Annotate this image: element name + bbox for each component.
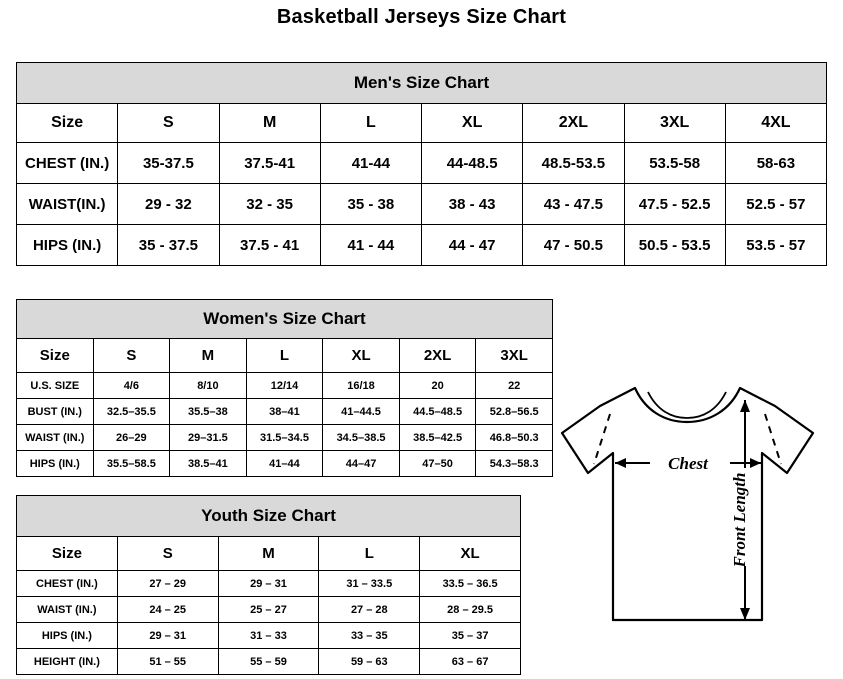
row-label-waist: WAIST (IN.) <box>17 597 118 623</box>
cell-chest-m: 29 – 31 <box>218 571 319 597</box>
column-header-xl: XL <box>323 339 400 373</box>
table-row <box>17 649 521 675</box>
cell-waist-2xl: 38.5–42.5 <box>399 425 476 451</box>
row-label-us-size: U.S. SIZE <box>17 373 94 399</box>
cell-chest-xl: 33.5 – 36.5 <box>420 571 521 597</box>
cell-chest-m: 37.5-41 <box>219 143 320 184</box>
cell-hips-m: 37.5 - 41 <box>219 225 320 266</box>
row-label-hips: HIPS (IN.) <box>17 225 118 266</box>
cell-hips-l: 41–44 <box>246 451 323 477</box>
cell-hips-s: 35 - 37.5 <box>118 225 219 266</box>
table-row <box>17 225 827 266</box>
cell-hips-s: 29 – 31 <box>117 623 218 649</box>
row-label-waist: WAIST (IN.) <box>17 425 94 451</box>
row-label-bust: BUST (IN.) <box>17 399 94 425</box>
table-row <box>17 143 827 184</box>
cell-us-size-xl: 16/18 <box>323 373 400 399</box>
mens-chart-banner: Men's Size Chart <box>17 63 827 104</box>
cell-hips-xl: 44–47 <box>323 451 400 477</box>
cell-chest-s: 35-37.5 <box>118 143 219 184</box>
cell-chest-xl: 44-48.5 <box>422 143 523 184</box>
cell-chest-s: 27 – 29 <box>117 571 218 597</box>
cell-hips-4xl: 53.5 - 57 <box>725 225 826 266</box>
cell-waist-3xl: 46.8–50.3 <box>476 425 553 451</box>
column-header-size: Size <box>17 537 118 571</box>
row-label-height: HEIGHT (IN.) <box>17 649 118 675</box>
youth-chart-banner: Youth Size Chart <box>17 496 521 537</box>
cell-waist-m: 32 - 35 <box>219 184 320 225</box>
column-header-3xl: 3XL <box>624 104 725 143</box>
cell-waist-xl: 34.5–38.5 <box>323 425 400 451</box>
cell-waist-3xl: 47.5 - 52.5 <box>624 184 725 225</box>
cell-waist-s: 29 - 32 <box>118 184 219 225</box>
jersey-measurement-diagram <box>540 348 840 668</box>
cell-waist-l: 35 - 38 <box>320 184 421 225</box>
cell-chest-4xl: 58-63 <box>725 143 826 184</box>
front-length-label: Front Length <box>730 472 749 568</box>
cell-hips-2xl: 47–50 <box>399 451 476 477</box>
cell-chest-l: 31 – 33.5 <box>319 571 420 597</box>
table-banner-row <box>17 300 553 339</box>
table-row <box>17 571 521 597</box>
cell-chest-3xl: 53.5-58 <box>624 143 725 184</box>
cell-hips-3xl: 50.5 - 53.5 <box>624 225 725 266</box>
page-title: Basketball Jerseys Size Chart <box>276 6 567 28</box>
column-header-l: L <box>319 537 420 571</box>
row-label-chest: CHEST (IN.) <box>17 571 118 597</box>
cell-hips-m: 31 – 33 <box>218 623 319 649</box>
column-header-s: S <box>117 537 218 571</box>
cell-hips-2xl: 47 - 50.5 <box>523 225 624 266</box>
cell-bust-2xl: 44.5–48.5 <box>399 399 476 425</box>
cell-waist-2xl: 43 - 47.5 <box>523 184 624 225</box>
womens-size-chart-table <box>16 299 553 477</box>
cell-us-size-2xl: 20 <box>399 373 476 399</box>
cell-hips-xl: 35 – 37 <box>420 623 521 649</box>
cell-us-size-3xl: 22 <box>476 373 553 399</box>
cell-bust-l: 38–41 <box>246 399 323 425</box>
cell-height-m: 55 – 59 <box>218 649 319 675</box>
table-row <box>17 425 553 451</box>
cell-chest-l: 41-44 <box>320 143 421 184</box>
row-label-chest: CHEST (IN.) <box>17 143 118 184</box>
column-header-m: M <box>170 339 247 373</box>
table-row <box>17 451 553 477</box>
cell-waist-s: 26–29 <box>93 425 170 451</box>
column-header-l: L <box>246 339 323 373</box>
cell-bust-xl: 41–44.5 <box>323 399 400 425</box>
cell-hips-l: 41 - 44 <box>320 225 421 266</box>
table-header-row <box>17 339 553 373</box>
column-header-m: M <box>218 537 319 571</box>
column-header-m: M <box>219 104 320 143</box>
cell-hips-3xl: 54.3–58.3 <box>476 451 553 477</box>
column-header-l: L <box>320 104 421 143</box>
column-header-size: Size <box>17 104 118 143</box>
chest-label: Chest <box>668 454 708 473</box>
cell-chest-2xl: 48.5-53.5 <box>523 143 624 184</box>
row-label-hips: HIPS (IN.) <box>17 451 94 477</box>
cell-waist-m: 25 – 27 <box>218 597 319 623</box>
table-banner-row <box>17 63 827 104</box>
cell-hips-xl: 44 - 47 <box>422 225 523 266</box>
cell-waist-xl: 38 - 43 <box>422 184 523 225</box>
table-header-row <box>17 537 521 571</box>
cell-bust-s: 32.5–35.5 <box>93 399 170 425</box>
cell-hips-m: 38.5–41 <box>170 451 247 477</box>
column-header-size: Size <box>17 339 94 373</box>
cell-bust-3xl: 52.8–56.5 <box>476 399 553 425</box>
cell-waist-m: 29–31.5 <box>170 425 247 451</box>
cell-waist-s: 24 – 25 <box>117 597 218 623</box>
row-label-hips: HIPS (IN.) <box>17 623 118 649</box>
cell-us-size-s: 4/6 <box>93 373 170 399</box>
table-banner-row <box>17 496 521 537</box>
jersey-outline-icon <box>562 388 813 620</box>
column-header-s: S <box>118 104 219 143</box>
cell-waist-l: 31.5–34.5 <box>246 425 323 451</box>
youth-size-chart-table <box>16 495 521 675</box>
table-row <box>17 399 553 425</box>
table-row <box>17 373 553 399</box>
column-header-4xl: 4XL <box>725 104 826 143</box>
cell-waist-4xl: 52.5 - 57 <box>725 184 826 225</box>
column-header-s: S <box>93 339 170 373</box>
cell-waist-xl: 28 – 29.5 <box>420 597 521 623</box>
table-header-row <box>17 104 827 143</box>
table-row <box>17 597 521 623</box>
cell-bust-m: 35.5–38 <box>170 399 247 425</box>
cell-hips-s: 35.5–58.5 <box>93 451 170 477</box>
cell-us-size-m: 8/10 <box>170 373 247 399</box>
column-header-2xl: 2XL <box>399 339 476 373</box>
row-label-waist: WAIST(IN.) <box>17 184 118 225</box>
cell-height-s: 51 – 55 <box>117 649 218 675</box>
cell-height-xl: 63 – 67 <box>420 649 521 675</box>
cell-height-l: 59 – 63 <box>319 649 420 675</box>
table-row <box>17 184 827 225</box>
mens-size-chart-table <box>16 62 827 266</box>
cell-hips-l: 33 – 35 <box>319 623 420 649</box>
table-row <box>17 623 521 649</box>
cell-waist-l: 27 – 28 <box>319 597 420 623</box>
column-header-2xl: 2XL <box>523 104 624 143</box>
cell-us-size-l: 12/14 <box>246 373 323 399</box>
column-header-3xl: 3XL <box>476 339 553 373</box>
column-header-xl: XL <box>420 537 521 571</box>
column-header-xl: XL <box>422 104 523 143</box>
womens-chart-banner: Women's Size Chart <box>17 300 553 339</box>
